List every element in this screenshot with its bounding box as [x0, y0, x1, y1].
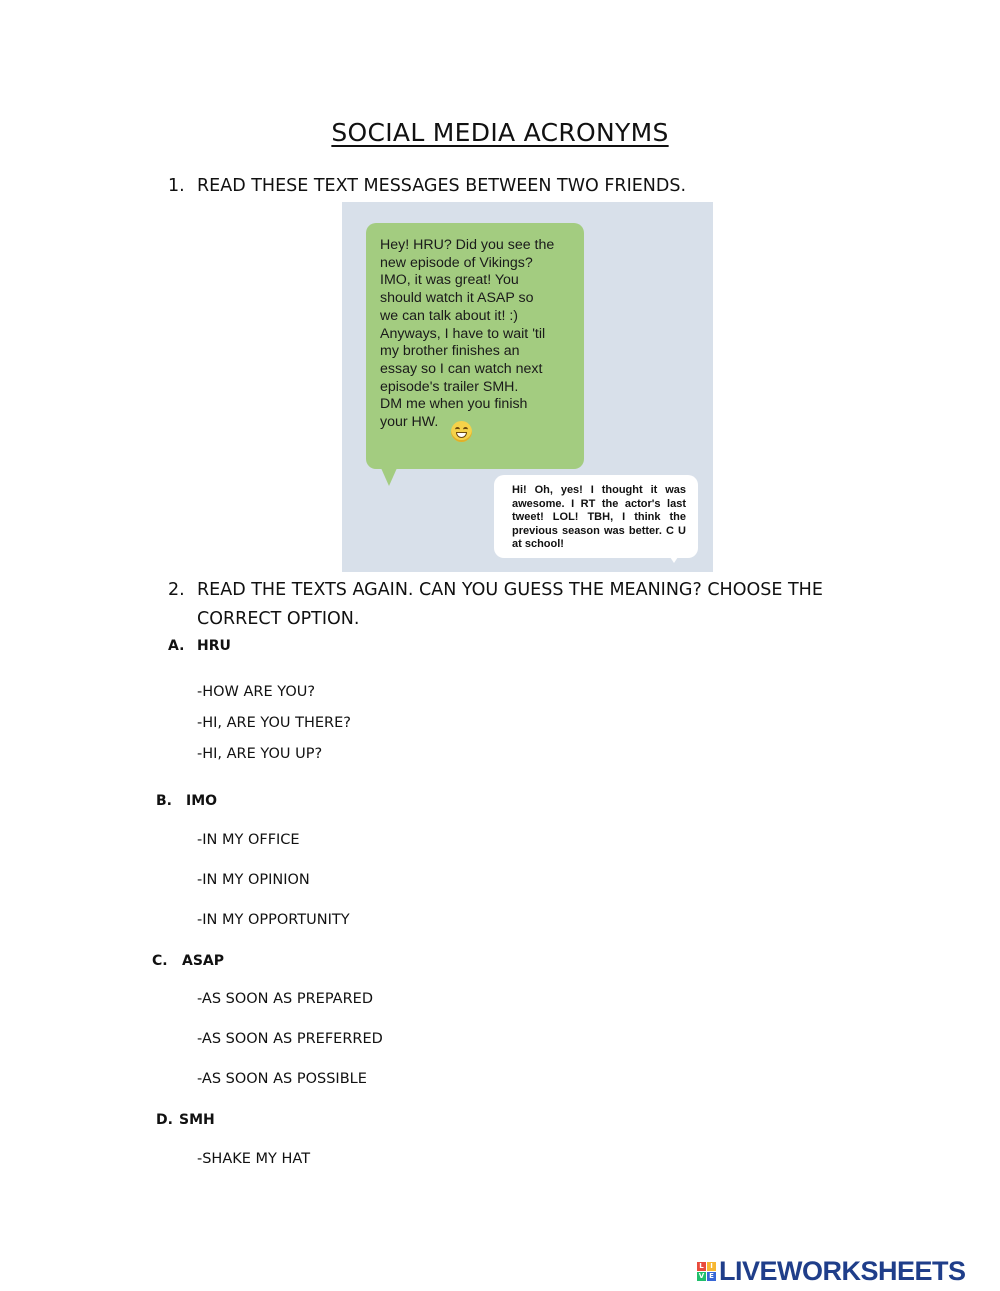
option[interactable]: -IN MY OPPORTUNITY — [197, 912, 350, 928]
logo-blocks-icon — [697, 1262, 716, 1281]
message-line: IMO, it was great! You — [380, 272, 519, 289]
item-term: ASAP — [182, 953, 225, 969]
message-line: we can talk about it! :) — [380, 307, 519, 324]
option[interactable]: -IN MY OPINION — [197, 872, 310, 888]
item-term: HRU — [197, 638, 231, 654]
option[interactable]: -IN MY OFFICE — [197, 832, 300, 848]
option[interactable]: -HOW ARE YOU? — [197, 684, 316, 700]
option[interactable]: -AS SOON AS POSSIBLE — [197, 1071, 367, 1087]
item-letter: B. — [156, 793, 172, 809]
item-c-label — [152, 953, 224, 969]
question-text: READ THE TEXTS AGAIN. CAN YOU GUESS THE MEANING? CHOOSE THE — [197, 580, 823, 600]
item-a-label — [168, 638, 231, 654]
logo-block: I — [707, 1262, 716, 1271]
item-term: SMH — [179, 1112, 215, 1128]
option[interactable]: -AS SOON AS PREFERRED — [197, 1031, 383, 1047]
option[interactable]: -HI, ARE YOU UP? — [197, 746, 323, 762]
option[interactable]: -SHAKE MY HAT — [197, 1151, 311, 1167]
message-bubble-tail — [668, 554, 680, 563]
message-bubble-friend-2: Hi! Oh, yes! I thought it was awesome. I RT the actor's last tweet! LOL! TBH, I think the previous season was better. C U at school! — [494, 475, 698, 558]
message-line: episode's trailer SMH. — [380, 378, 519, 395]
message-line: your HW. — [380, 414, 439, 431]
message-line: should watch it ASAP so — [380, 290, 534, 307]
message-line: new episode of Vikings? — [380, 254, 533, 271]
message-line: essay so I can watch next — [380, 360, 543, 377]
item-letter: C. — [152, 953, 168, 969]
logo-block: V — [698, 1271, 705, 1280]
question-text: READ THESE TEXT MESSAGES BETWEEN TWO FRIENDS. — [197, 176, 687, 196]
message-line: my brother finishes an — [380, 343, 520, 360]
item-letter: A. — [168, 638, 185, 654]
logo-block: E — [707, 1272, 716, 1281]
item-letter: D. — [156, 1112, 173, 1128]
item-term: IMO — [186, 793, 218, 809]
logo-block: L — [697, 1262, 706, 1271]
item-d-label — [156, 1112, 215, 1128]
message-line: DM me when you finish — [380, 396, 528, 413]
question-1 — [168, 176, 686, 196]
message-line: Hey! HRU? Did you see the — [380, 237, 555, 253]
question-number: 1. — [168, 176, 185, 196]
option[interactable]: -HI, ARE YOU THERE? — [197, 715, 351, 731]
grinning-face-icon — [451, 421, 472, 442]
message-bubble-friend-1 — [366, 223, 584, 469]
message-line: Anyways, I have to wait 'til — [380, 325, 546, 342]
question-text-continued: CORRECT OPTION. — [197, 609, 360, 629]
question-2 — [168, 580, 823, 600]
item-b-label — [156, 793, 217, 809]
liveworksheets-logo — [697, 1256, 966, 1286]
logo-text: LIVEWORKSHEETS — [719, 1255, 966, 1286]
option[interactable]: -AS SOON AS PREPARED — [197, 991, 373, 1007]
message-bubble-tail — [381, 468, 397, 486]
page-title: SOCIAL MEDIA ACRONYMS — [331, 118, 669, 147]
question-number: 2. — [168, 580, 185, 600]
